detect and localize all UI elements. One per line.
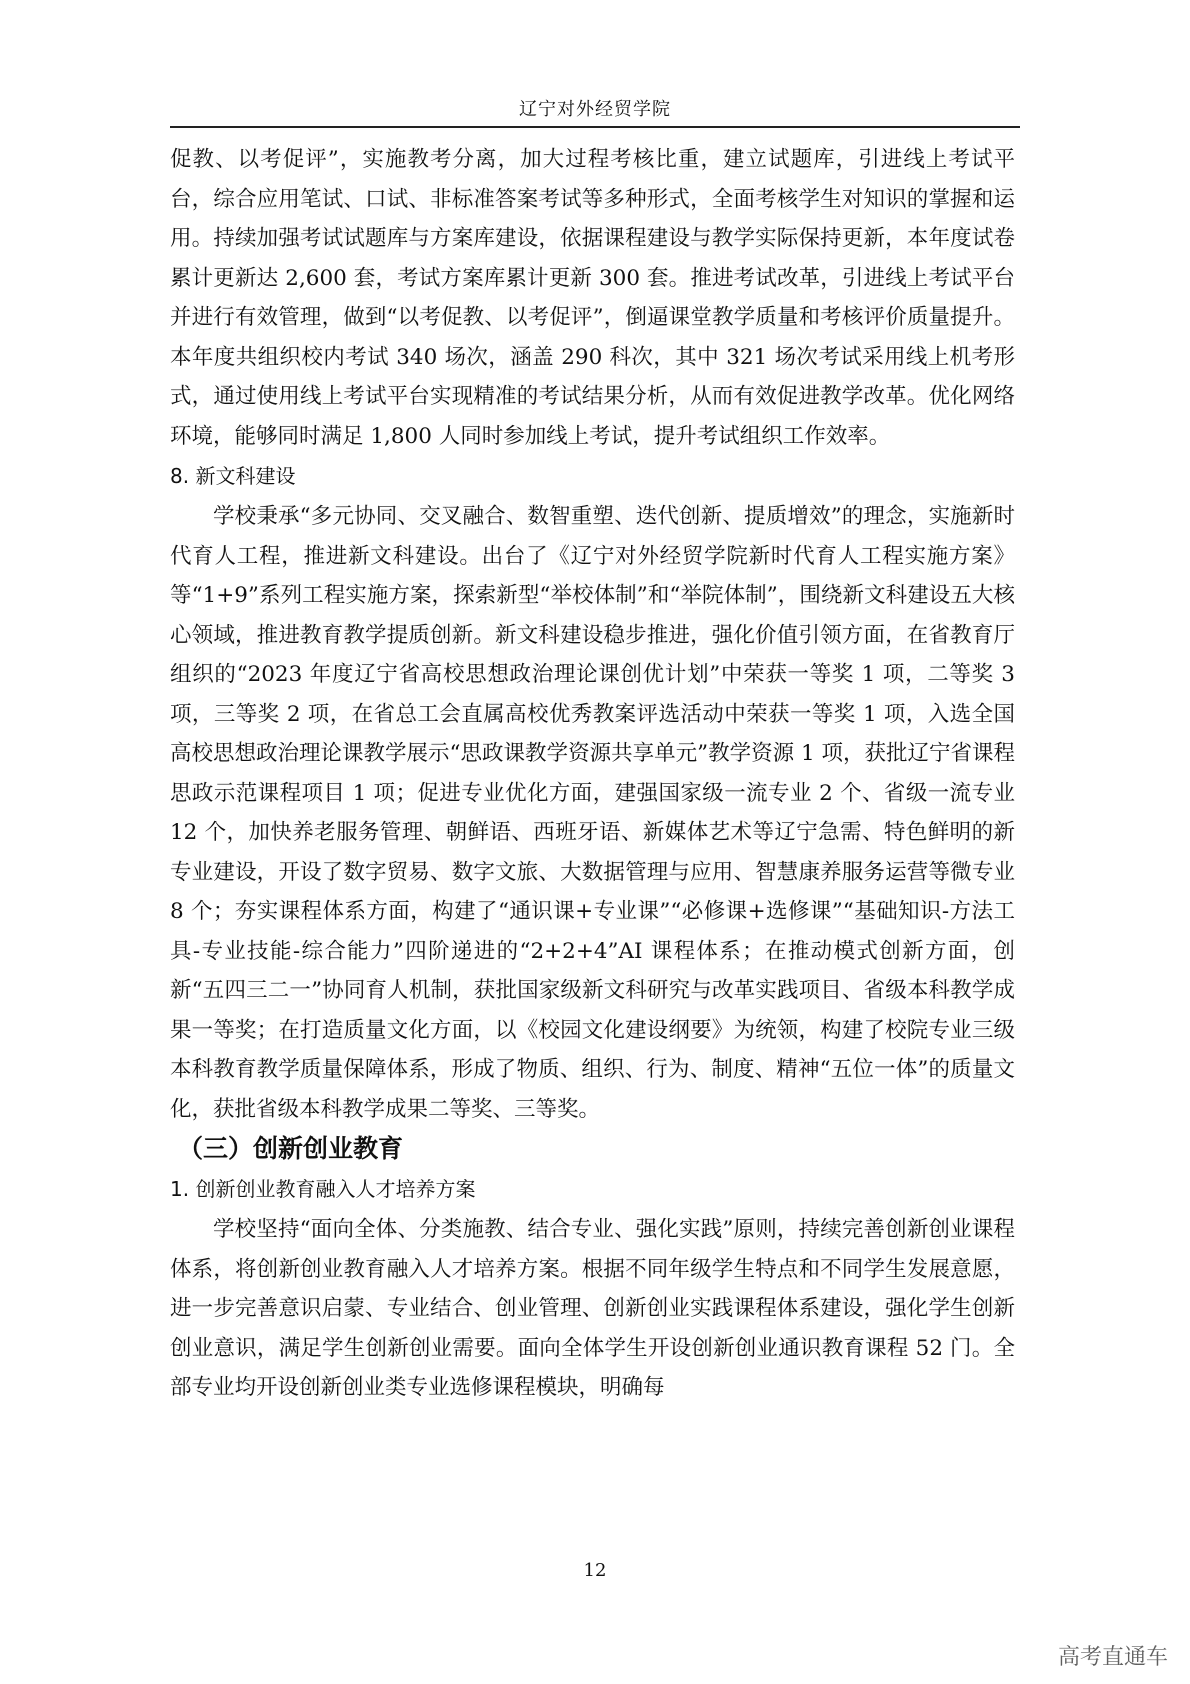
chapter-heading: （三）创新创业教育 [178, 1134, 404, 1163]
document-body [170, 140, 1015, 1408]
paragraph: 学校秉承“多元协同、交叉融合、数智重塑、迭代创新、提质增效”的理念，实施新时代育人工程，推进新文科建设。出台了《辽宁对外经贸学院新时代育人工程实施方案》等“1+9”系列工程实施方案，探索新型“举校体制”和“举院体制”，围绕新文科建设五大核心领域，推进教育教学提质创新。新文科建设稳步推进，强化价值引领方面，在省教育厅组织的“2023 年度辽宁省高校思想政治理论课创优计划”中荣获一等奖 1 项，二等奖 3 项，三等奖 2 项，在省总工会直属高校优秀教案评选活动中荣获一等奖 1 项，入选全国高校思想政治理论课教学展示“思政课教学资源共享单元”教学资源 1 项，获批辽宁省课程思政示范课程项目 1 项；促进专业优化方面，建强国家级一流专业 2 个、省级一流专业 12 个，加快养老服务管理、朝鲜语、西班牙语、新媒体艺术等辽宁急需、特色鲜明的新专业建设，开设了数字贸易、数字文旅、大数据管理与应用、智慧康养服务运营等微专业 8 个；夯实课程体系方面，构建了“通识课+专业课”“必修课+选修课”“基础知识-方法工具-专业技能-综合能力”四阶递进的“2+2+4”AI 课程体系；在推动模式创新方面，创新“五四三二一”协同育人机制，获批国家级新文科研究与改革实践项目、省级本科教学成果一等奖；在打造质量文化方面，以《校园文化建设纲要》为统领，构建了校院专业三级本科教育教学质量保障体系，形成了物质、组织、行为、制度、精神“五位一体”的质量文化，获批省级本科教学成果二等奖、三等奖。 [170, 504, 1015, 1122]
section-heading: 1. 创新创业教育融入人才培养方案 [170, 1177, 476, 1201]
watermark: 高考直通车 [1057, 1645, 1168, 1670]
paragraph: 学校坚持“面向全体、分类施教、结合专业、强化实践”原则，持续完善创新创业课程体系，将创新创业教育融入人才培养方案。根据不同年级学生特点和不同学生发展意愿，进一步完善意识启蒙、专业结合、创业管理、创新创业实践课程体系建设，强化学生创新创业意识，满足学生创新创业需要。面向全体学生开设创新创业通识教育课程 52 门。全部专业均开设创新创业类专业选修课程模块，明确每 [170, 1217, 1015, 1400]
section-heading: 8. 新文科建设 [170, 464, 296, 488]
paragraph: 促教、以考促评”，实施教考分离，加大过程考核比重，建立试题库，引进线上考试平台，综合应用笔试、口试、非标准答案考试等多种形式，全面考核学生对知识的掌握和运用。持续加强考试试题库与方案库建设，依据课程建设与教学实际保持更新，本年度试卷累计更新达 2,600 套，考试方案库累计更新 300 套。推进考试改革，引进线上考试平台并进行有效管理，做到“以考促教、以考促评”，倒逼课堂教学质量和考核评价质量提升。本年度共组织校内考试 340 场次，涵盖 290 科次，其中 321 场次考试采用线上机考形式，通过使用线上考试平台实现精准的考试结果分析，从而有效促进教学改革。优化网络环境，能够同时满足 1,800 人同时参加线上考试，提升考试组织工作效率。 [170, 147, 1015, 449]
page-header: 辽宁对外经贸学院 [519, 99, 671, 120]
page-number: 12 [583, 1560, 607, 1581]
header-divider [170, 126, 1020, 128]
